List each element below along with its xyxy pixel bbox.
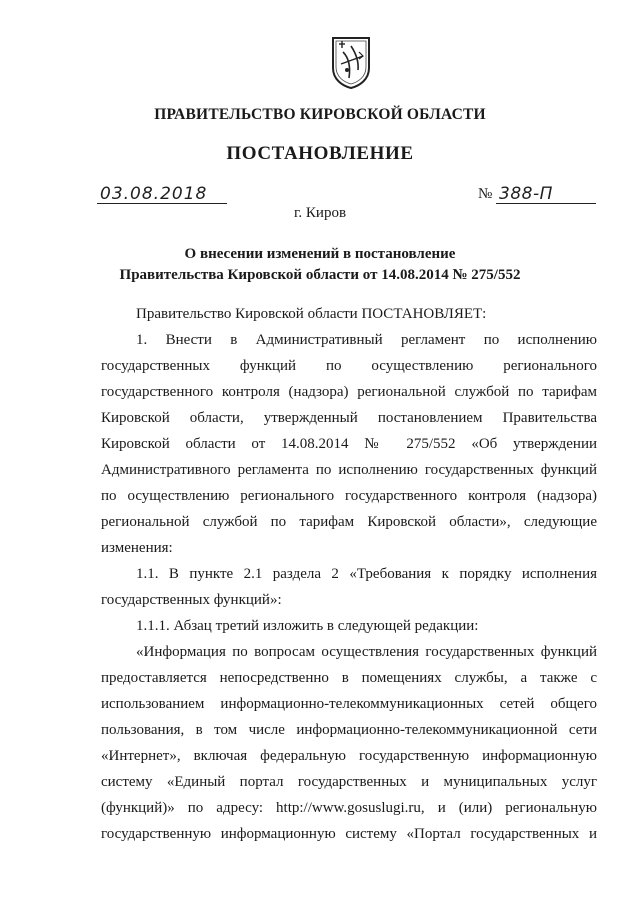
number-field <box>496 184 596 206</box>
paragraph-1: 1. Внести в Административный регламент по исполнению государственных функций по осуществлению регионального государственного контроля (надзора) региональной службой по тарифам Кировской области, утвержденный постановлением Правительства Кировской области от 14.08.2014 № 275/552 «Об утверждении Административного регламента по исполнению государственных функций по осуществлению регионального государственного контроля (надзора) региональной службой по тарифам Кировской области», следующие изменения: <box>101 332 597 556</box>
number-sign: № <box>478 186 493 202</box>
handwritten-date: 03.08.2018 <box>100 184 208 204</box>
date-field <box>97 184 227 206</box>
document-type: ПОСТАНОВЛЕНИЕ <box>226 143 414 164</box>
number-underline <box>496 203 596 204</box>
government-title: ПРАВИТЕЛЬСТВО КИРОВСКОЙ ОБЛАСТИ <box>154 106 486 123</box>
subject-line-2: Правительства Кировской области от 14.08.2014 № 275/552 <box>119 267 521 283</box>
paragraph-quote: «Информация по вопросам осуществления государственных функций предоставляется непосредственно в помещениях службы, а также с использованием информационно-телекоммуникационных сетей общего пользования, в том числе информационно-телекоммуникационной сети «Интернет», включая федеральную государственную информационную систему «Единый портал государственных и муниципальных услуг (функций)» по адресу: http://www.gosuslugi.ru, и (или) региональную государственную информационную систему «Портал государственных и <box>101 644 597 842</box>
handwritten-number: 388-П <box>499 184 553 204</box>
date-underline <box>97 203 227 204</box>
paragraph-1-1-1: 1.1.1. Абзац третий изложить в следующей редакции: <box>136 618 479 634</box>
subject-line-1: О внесении изменений в постановление <box>184 246 456 262</box>
kirov-coat-of-arms-icon <box>329 34 373 90</box>
paragraph-intro: Правительство Кировской области ПОСТАНОВЛЯЕТ: <box>136 306 487 322</box>
paragraph-1-1: 1.1. В пункте 2.1 раздела 2 «Требования к порядку исполнения государственных функций»: <box>101 566 597 608</box>
document-subject <box>0 244 640 286</box>
city: г. Киров <box>293 205 347 221</box>
document-body <box>101 301 597 847</box>
